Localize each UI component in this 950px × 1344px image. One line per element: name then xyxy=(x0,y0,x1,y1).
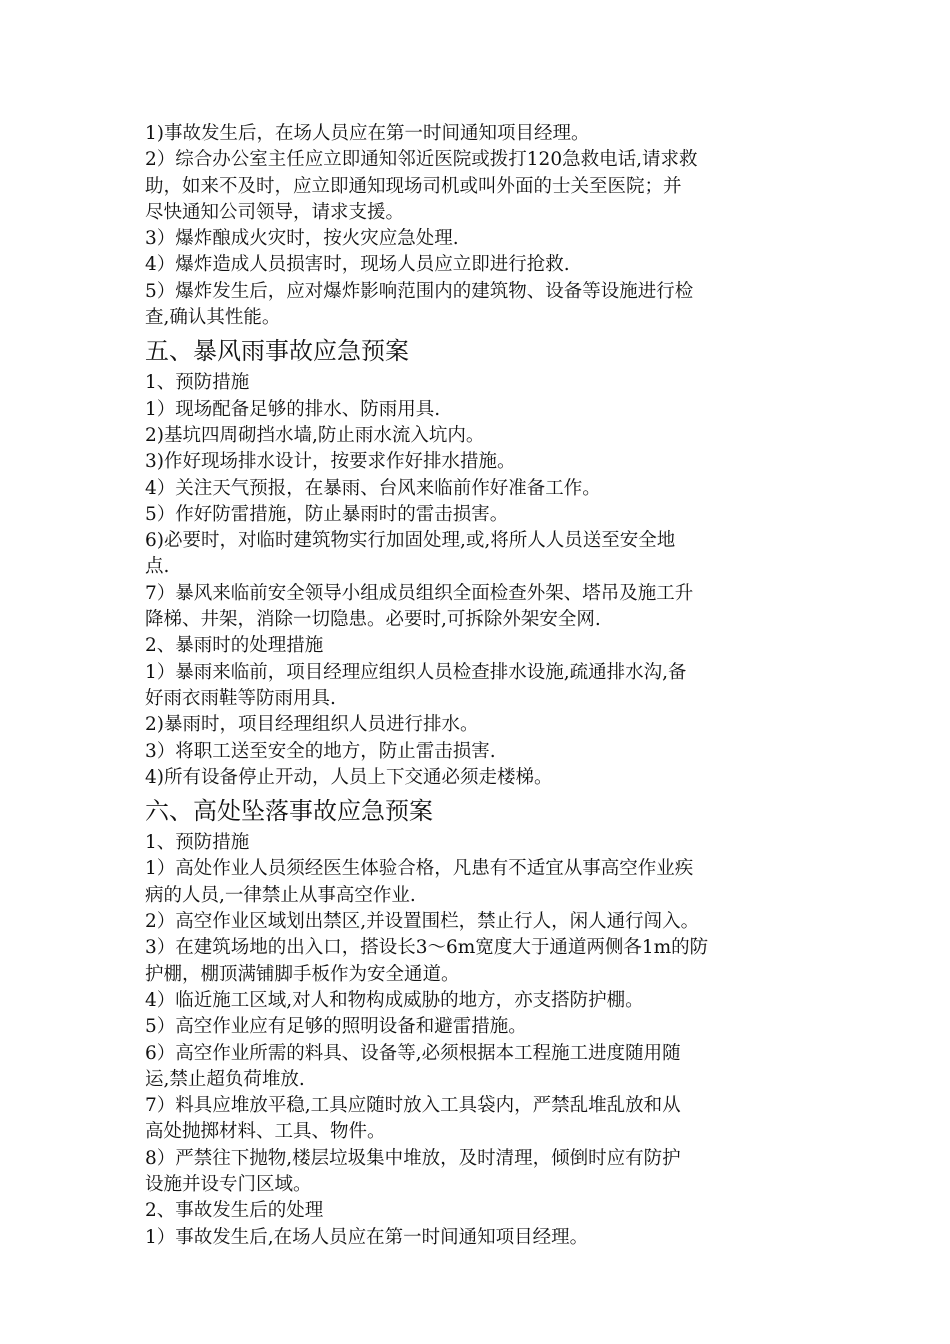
paragraph xyxy=(145,147,810,226)
paragraph xyxy=(145,830,810,856)
paragraph xyxy=(145,1146,810,1199)
text-line: 1)事故发生后，在场人员应在第一时间通知项目经理。 xyxy=(145,123,590,144)
paragraph xyxy=(145,581,810,634)
paragraph xyxy=(145,528,810,581)
paragraph xyxy=(145,1198,810,1224)
text-line: 2)基坑四周砌挡水墙,防止雨水流入坑内。 xyxy=(145,424,485,446)
paragraph xyxy=(145,449,810,475)
paragraph xyxy=(145,909,810,935)
paragraph xyxy=(145,397,810,423)
text-line: 4）临近施工区域,对人和物构成威胁的地方，亦支搭防护棚。 xyxy=(145,989,644,1011)
text-line: 2）高空作业区域划出禁区,并设置围栏，禁止行人，闲人通行闯入。 xyxy=(145,911,700,933)
paragraph xyxy=(145,1093,810,1146)
heading-line: 六、高处坠落事故应急预案 xyxy=(145,797,433,826)
text-line: 2、事故发生后的处理 xyxy=(145,1200,324,1222)
paragraph xyxy=(145,1041,810,1094)
section-heading xyxy=(145,797,810,825)
text-line: 高处抛掷材料、工具、物件。 xyxy=(145,1121,386,1143)
text-line: 6）高空作业所需的料具、设备等,必须根据本工程施工进度随用随 xyxy=(145,1042,681,1064)
paragraph xyxy=(145,476,810,502)
paragraph xyxy=(145,1225,810,1251)
text-line: 7）暴风来临前安全领导小组成员组织全面检查外架、塔吊及施工升 xyxy=(145,582,694,604)
paragraph xyxy=(145,988,810,1014)
paragraph xyxy=(145,765,810,791)
text-line: 尽快通知公司领导，请求支援。 xyxy=(145,201,405,223)
text-line: 3）在建筑场地的出入口，搭设长3～6m宽度大于通道两侧各1m的防 xyxy=(145,937,709,959)
paragraph xyxy=(145,660,810,713)
text-line: 1）高处作业人员须经医生体验合格，凡患有不适宜从事高空作业疾 xyxy=(145,858,694,880)
text-line: 3）将职工送至安全的地方，防止雷击损害. xyxy=(145,740,496,762)
paragraph xyxy=(145,856,810,909)
text-line: 5）爆炸发生后，应对爆炸影响范围内的建筑物、设备等设施进行检 xyxy=(145,280,694,302)
text-line: 运,禁止超负荷堆放. xyxy=(145,1068,305,1090)
text-line: 2）综合办公室主任应立即通知邻近医院或拨打120急救电话,请求救 xyxy=(145,149,698,171)
paragraph xyxy=(145,633,810,659)
text-line: 好雨衣雨鞋等防雨用具. xyxy=(145,687,336,709)
paragraph xyxy=(145,739,810,765)
paragraph xyxy=(145,1014,810,1040)
paragraph xyxy=(145,279,810,332)
paragraph xyxy=(145,712,810,738)
text-line: 1、预防措施 xyxy=(145,372,250,394)
paragraph xyxy=(145,252,810,278)
text-line: 2、暴雨时的处理措施 xyxy=(145,635,324,657)
text-line: 设施并设专门区域。 xyxy=(145,1173,312,1195)
text-line: 助，如来不及时，应立即通知现场司机或叫外面的士关至医院；并 xyxy=(145,175,682,197)
text-line: 降梯、井架，消除一切隐患。必要时,可拆除外架安全网. xyxy=(145,609,601,631)
text-line: 2)暴雨时，项目经理组织人员进行排水。 xyxy=(145,714,479,736)
paragraph xyxy=(145,502,810,528)
text-line: 8）严禁往下抛物,楼层垃圾集中堆放，及时清理，倾倒时应有防护 xyxy=(145,1147,681,1169)
text-line: 5）作好防雷措施，防止暴雨时的雷击损害。 xyxy=(145,503,509,525)
text-line: 查,确认其性能。 xyxy=(145,307,281,329)
text-line: 3)作好现场排水设计，按要求作好排水措施。 xyxy=(145,451,516,473)
section-heading xyxy=(145,337,810,365)
text-line: 1）现场配备足够的排水、防雨用具. xyxy=(145,398,441,420)
text-line: 1）事故发生后,在场人员应在第一时间通知项目经理。 xyxy=(145,1226,589,1248)
heading-line: 五、暴风雨事故应急预案 xyxy=(145,337,409,366)
text-line: 4)所有设备停止开动，人员上下交通必须走楼梯。 xyxy=(145,766,553,788)
text-line: 3）爆炸酿成火灾时，按火灾应急处理. xyxy=(145,228,459,250)
document-body xyxy=(145,121,810,1251)
text-line: 1）暴雨来临前，项目经理应组织人员检查排水设施,疏通排水沟,备 xyxy=(145,661,687,683)
paragraph xyxy=(145,121,810,147)
text-line: 4）关注天气预报，在暴雨、台风来临前作好准备工作。 xyxy=(145,477,601,499)
paragraph xyxy=(145,370,810,396)
text-line: 6)必要时，对临时建筑物实行加固处理,或,将所人人员送至安全地 xyxy=(145,530,676,552)
text-line: 5）高空作业应有足够的照明设备和避雷措施。 xyxy=(145,1016,527,1038)
text-line: 4）爆炸造成人员损害时，现场人员应立即进行抢救. xyxy=(145,254,570,276)
text-line: 点. xyxy=(145,556,170,578)
text-line: 护棚，棚顶满铺脚手板作为安全通道。 xyxy=(145,963,460,985)
text-line: 病的人员,一律禁止从事高空作业. xyxy=(145,884,416,906)
paragraph xyxy=(145,935,810,988)
paragraph xyxy=(145,226,810,252)
text-line: 1、预防措施 xyxy=(145,832,250,854)
text-line: 7）料具应堆放平稳,工具应随时放入工具袋内，严禁乱堆乱放和从 xyxy=(145,1095,681,1117)
paragraph xyxy=(145,423,810,449)
